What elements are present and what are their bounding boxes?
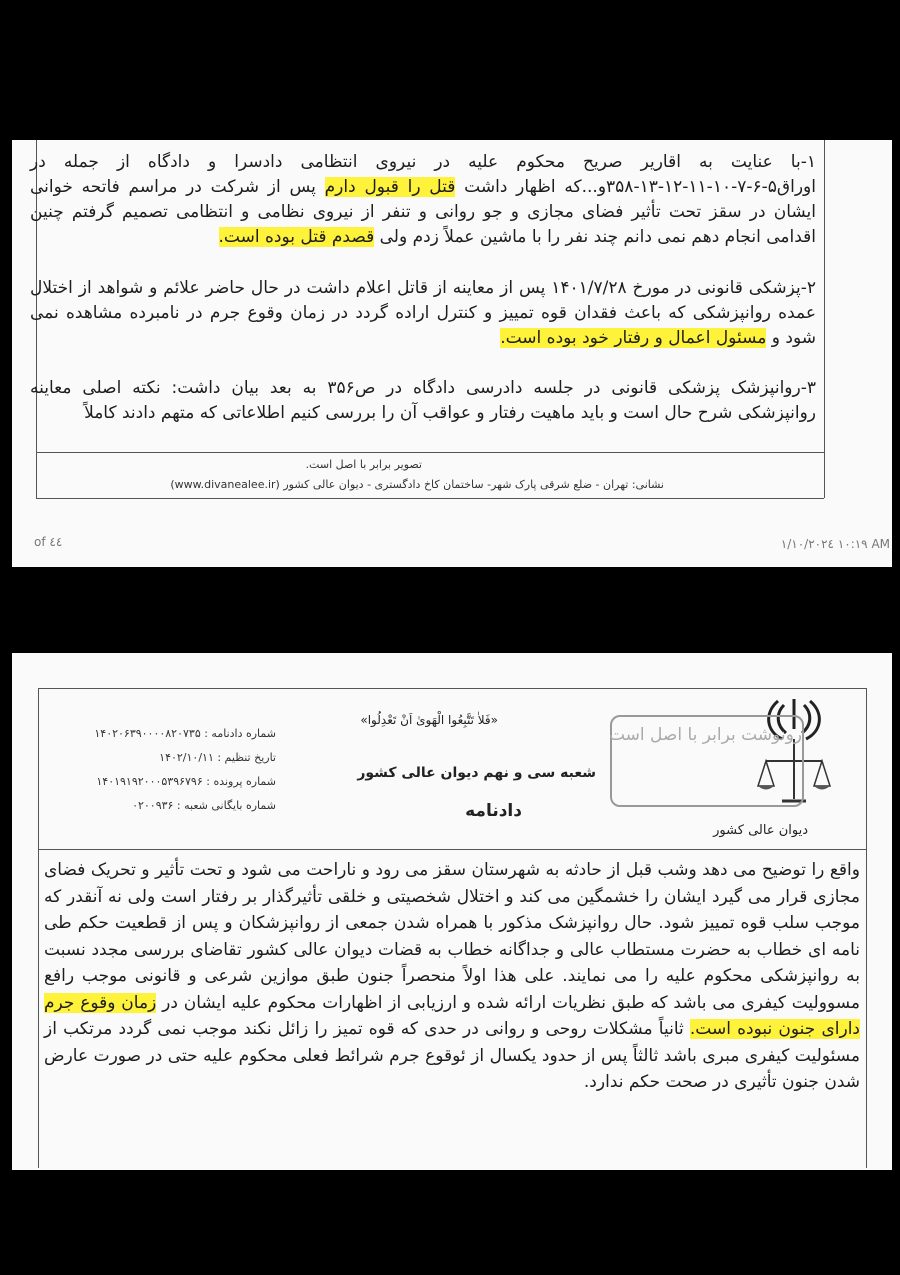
print-timestamp: ۱/۱۰/۲۰۲٤ ۱۰:۱۹ AM [780, 537, 890, 551]
paragraph-3-text: ۳-روانپزشک پزشکی قانونی در جلسه دادرسی دادگاه در ص۳۵۶ به بعد بیان داشت: نکته اصلی معاینه روانپزشکی شرح حال است و باید ماهیت رفتار و عواقب آن را بررسی کنیم اطلاعاتی که متهم دادند کاملاً [30, 378, 817, 423]
document-page-2 [12, 653, 892, 1170]
issue-date: تاریخ تنظیم : ۱۴۰۲/۱۰/۱۱ [159, 751, 276, 764]
header-top-line [38, 688, 866, 689]
highlight-intent: قصدم قتل بوده است. [218, 227, 375, 247]
header-verse: «فَلاٰ تَتَّبِعُوا الْهَوىٰ اَنْ تَعْدِلُوا» [360, 713, 498, 727]
highlight-responsible: مسئول اعمال و رفتار خود بوده است. [500, 328, 767, 348]
court-address: نشانی: تهران - ضلع شرقی پارک شهر- ساختمان کاخ دادگستری - دیوان عالی کشور (www.divanealee.ir) [170, 478, 664, 491]
page-count: of ٤٤ [34, 535, 63, 549]
copy-note: تصویر برابر با اصل است. [305, 458, 422, 471]
paragraph-2-text: ۲-پزشکی قانونی در مورخ ۱۴۰۱/۷/۲۸ پس از معاینه از قاتل اعلام داشت در حال حاضر علائم و شواهد از اختلال عمده روانپزشکی که باعث فقدان قوه تمییز و کنترل اراده گردد در زمان وقوع جرم در نامبرده مشاهده نمی شود و [30, 278, 816, 348]
footer-divider [36, 452, 824, 453]
header-bottom-line [38, 849, 866, 850]
paragraph-1-text: ۱-با عنایت به اقاریر صریح محکوم علیه در نیروی انتظامی دادسرا و دادگاه از جمله در اوراق۵-۶-۷-۱۰-۱۱-۱۲-۱۳-۳۵۸و...که اظهار داشت [30, 152, 816, 197]
footer-bottom-line [36, 498, 824, 499]
left-border-line [38, 688, 39, 1168]
case-number: شماره پرونده : ۱۴۰۱۹۱۹۲۰۰۰۵۳۹۶۷۹۶ [96, 775, 276, 788]
court-name-label: دیوان عالی کشور [713, 823, 808, 838]
judgment-body [44, 857, 860, 1096]
paragraph-1-text-cont: پس از شرکت در مراسم فاتحه خوانی ایشان در سقز تحت تأثیر فضای مجازی و جو روانی و تنفر از نیروی نظامی و انتظامی تصمیم گرفتم چنین اقدامی انجام دهم نمی دانم چند نفر را با ماشین عملاً زدم ولی [30, 177, 816, 247]
document-page-1 [12, 140, 892, 567]
judgment-body-text: واقع را توضیح می دهد وشب قبل از حادثه به شهرستان سقز می رود و ناراحت می شود و تحت تأثیر و تحریک فضای مجازی قرار می گیرد ایشان را خشمگین می کند و اختلال شخصیتی و خلقی تأثیرگذار بر رفتار است ولی نه آنقدر که موجب سلب قوه تمییز شود. حال روانپزشک مذکور با همراه شدن جمعی از روانپزشکان و پس از قطعیت حکم طی نامه ای خطاب به حضرت مستطاب عالی و جداگانه خطاب به قضات دیوان عالی کشور تقاضای بررسی مجدد نسبت به روانپزشکی محکوم علیه را می نمایند. علی هذا اولاً منحصراً جنون طبق موازین شرعی و قانونی موجب رافع مسوولیت کیفری می باشد که طبق نظریات ارائه شده و ارزیابی از اظهارات محکوم علیه ایشان در [44, 860, 861, 1013]
certified-copy-stamp [610, 715, 804, 807]
paragraph-1 [30, 150, 816, 250]
judgment-number: شماره دادنامه : ۱۴۰۲۰۶۳۹۰۰۰۰۸۲۰۷۳۵ [94, 727, 276, 740]
document-title: دادنامه [465, 801, 522, 821]
archive-number: شماره بایگانی شعبه : ۰۲۰۰۹۳۶ [132, 799, 276, 812]
highlight-no-insanity: زمان وقوع جرم دارای جنون نبوده است. [44, 992, 860, 1039]
paragraph-2 [30, 276, 816, 351]
highlight-confession: قتل را قبول دارم [324, 177, 456, 197]
court-branch: شعبه سی و نهم دیوان عالی کشور [357, 765, 596, 781]
right-border-line [866, 688, 867, 1168]
right-margin-line [824, 140, 825, 498]
paragraph-3 [30, 376, 816, 426]
stamp-text: رونوشت برابر با اصل است [608, 725, 802, 745]
judgment-body-text-cont: ثانیاً مشکلات روحی و روانی در حدی که قوه تمیز را زائل نکند موجب نمی گردد مرتکب از مسئولیت کیفری مبری باشد ثالثاً پس از حدود یکسال از ئوقوع جرم شرائط فعلی محکوم علیه حتی در صورت عارض شدن جنون تأثیری در صحت حکم ندارد. [44, 1019, 860, 1092]
